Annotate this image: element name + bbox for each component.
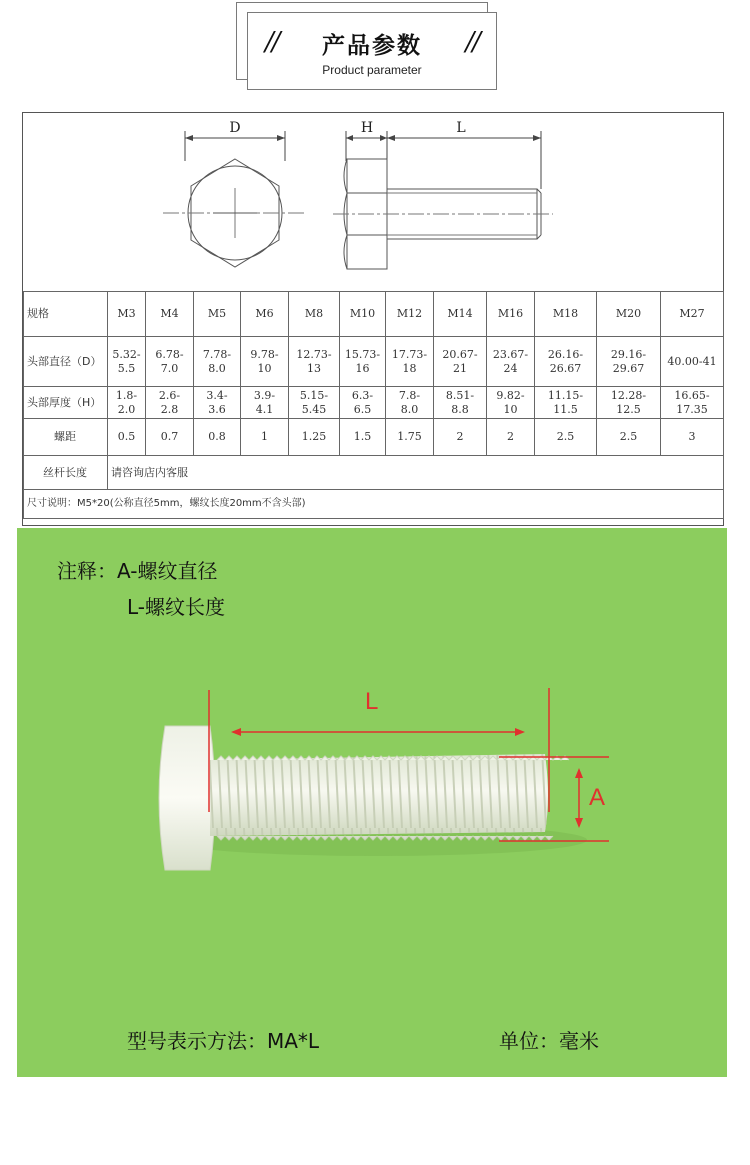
cell-pitch: 0.7: [146, 419, 194, 456]
row-thread-length: [24, 456, 724, 490]
cell-thickness: 7.8- 8.0: [386, 387, 434, 419]
length-label: L: [365, 688, 379, 715]
cell-pitch: 1.25: [289, 419, 340, 456]
cell-size: M4: [146, 292, 194, 337]
header-slash-left: //: [265, 27, 279, 57]
cell-size: M14: [434, 292, 487, 337]
cell-size: M12: [386, 292, 434, 337]
cell-diameter: 7.78- 8.0: [194, 337, 241, 387]
dim-d-label: D: [229, 120, 241, 136]
row-size-note: [24, 490, 724, 519]
cell-thickness: 3.4- 3.6: [194, 387, 241, 419]
cell-thickness: 12.28- 12.5: [597, 387, 661, 419]
row-head-diameter: [24, 337, 724, 387]
dim-l-label: L: [456, 120, 466, 136]
cell-thickness: 1.8- 2.0: [108, 387, 146, 419]
cell-thickness: 16.65- 17.35: [661, 387, 724, 419]
page-title: 产品参数: [322, 33, 422, 59]
cell-pitch: 3: [661, 419, 724, 456]
cell-size: M3: [108, 292, 146, 337]
cell-size: M5: [194, 292, 241, 337]
cell-pitch: 1: [241, 419, 289, 456]
cell-pitch: 0.8: [194, 419, 241, 456]
cell-thickness: 5.15- 5.45: [289, 387, 340, 419]
spec-table: [23, 291, 724, 519]
cell-pitch: 2: [487, 419, 535, 456]
annotation-note-1: 注释：A-螺纹直径: [57, 559, 218, 583]
cell-diameter: 26.16- 26.67: [535, 337, 597, 387]
row-pitch: [24, 419, 724, 456]
cell-diameter: 23.67- 24: [487, 337, 535, 387]
cell-diameter: 17.73- 18: [386, 337, 434, 387]
cell-size: M18: [535, 292, 597, 337]
row-spec: [24, 292, 724, 337]
cell-size: M6: [241, 292, 289, 337]
cell-thickness: 8.51- 8.8: [434, 387, 487, 419]
cell-size: M27: [661, 292, 724, 337]
cell-size: M8: [289, 292, 340, 337]
cell-diameter: 12.73- 13: [289, 337, 340, 387]
diameter-label: A: [589, 784, 606, 811]
page-subtitle: Product parameter: [322, 63, 422, 77]
cell-pitch: 1.5: [340, 419, 386, 456]
cell-pitch: 2.5: [597, 419, 661, 456]
header-slash-right: //: [465, 27, 479, 57]
size-note: 尺寸说明：M5*20(公称直径5mm，螺纹长度20mm不含头部): [24, 490, 724, 519]
bolt-illustration: [17, 528, 727, 1077]
model-format-text: 型号表示方法：MA*L: [127, 1029, 320, 1053]
cell-thickness: 3.9- 4.1: [241, 387, 289, 419]
header-badge: [247, 12, 497, 90]
cell-thickness: 9.82- 10: [487, 387, 535, 419]
cell-thickness: 6.3- 6.5: [340, 387, 386, 419]
cell-pitch: 2: [434, 419, 487, 456]
cell-diameter: 9.78- 10: [241, 337, 289, 387]
row-head-thickness: [24, 387, 724, 419]
cell-diameter: 40.00-41: [661, 337, 724, 387]
unit-text: 单位：毫米: [499, 1029, 599, 1053]
thread-length-label: 丝杆长度: [24, 456, 108, 490]
bolt-drawing: [23, 113, 723, 291]
cell-diameter: 20.67- 21: [434, 337, 487, 387]
cell-pitch: 0.5: [108, 419, 146, 456]
thread-length-value: 请咨询店内客服: [108, 456, 724, 490]
cell-size: M16: [487, 292, 535, 337]
annotation-note-2: L-螺纹长度: [127, 595, 226, 619]
cell-diameter: 29.16- 29.67: [597, 337, 661, 387]
cell-thickness: 11.15- 11.5: [535, 387, 597, 419]
cell-size: M20: [597, 292, 661, 337]
cell-diameter: 15.73- 16: [340, 337, 386, 387]
cell-pitch: 2.5: [535, 419, 597, 456]
cell-size: M10: [340, 292, 386, 337]
spec-row-label: 规格: [24, 292, 108, 337]
pitch-label: 螺距: [24, 419, 108, 456]
head-diameter-label: 头部直径（D）: [24, 337, 108, 387]
dim-h-label: H: [360, 120, 374, 136]
cell-diameter: 6.78- 7.0: [146, 337, 194, 387]
bolt-photo: [17, 528, 727, 1077]
spec-panel: [22, 112, 724, 526]
cell-diameter: 5.32- 5.5: [108, 337, 146, 387]
head-thickness-label: 头部厚度（H）: [24, 387, 108, 419]
cell-pitch: 1.75: [386, 419, 434, 456]
cell-thickness: 2.6- 2.8: [146, 387, 194, 419]
